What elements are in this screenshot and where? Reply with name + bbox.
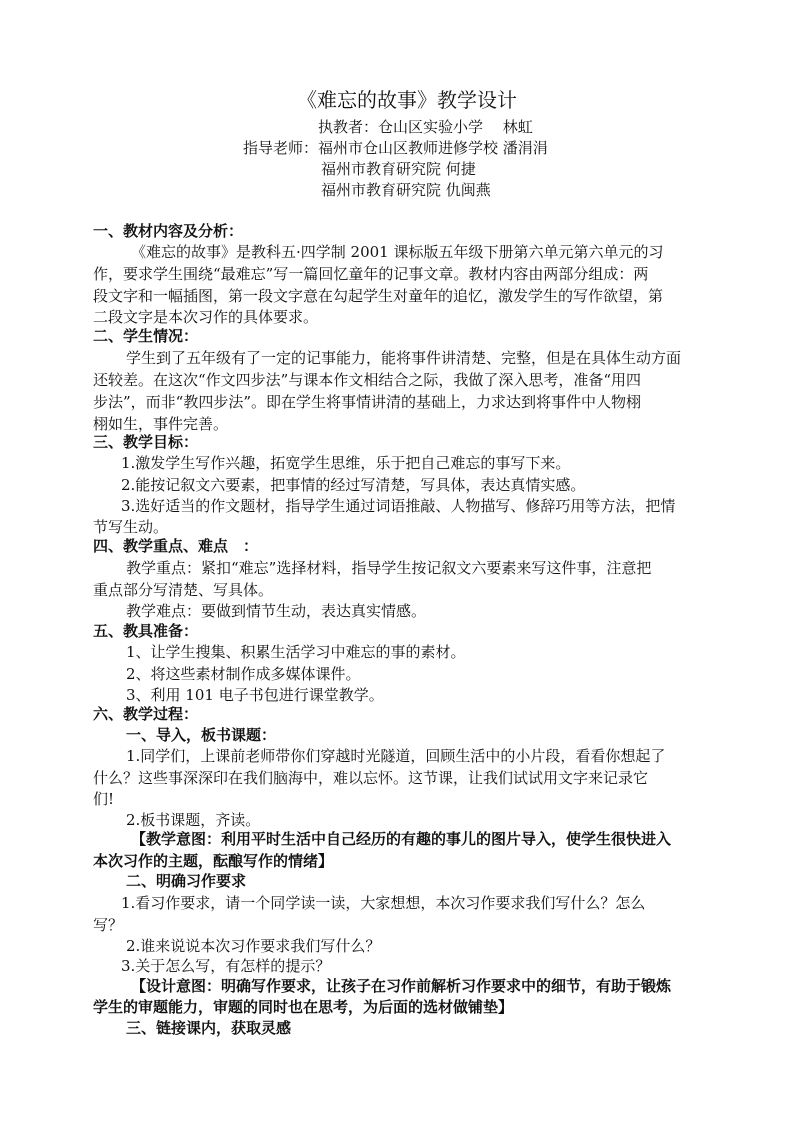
document-title: 《难忘的故事》教学设计 bbox=[297, 88, 517, 112]
list-item: 1、让学生搜集、积累生活学习中难忘的事的素材。 bbox=[126, 643, 466, 661]
paragraph-line: 1.激发学生写作兴趣，拓宽学生思维，乐于把自己难忘的事写下来。 bbox=[121, 454, 571, 472]
design-intent: 学生的审题能力，审题的同时也在思考，为后面的选材做铺垫】 bbox=[93, 998, 514, 1016]
step-heading: 二、明确习作要求 bbox=[126, 872, 247, 890]
paragraph-line: 重点部分写清楚、写具体。 bbox=[93, 581, 274, 599]
list-item: 3、利用 101 电子书包进行课堂教学。 bbox=[126, 686, 384, 704]
paragraph-line: 教学重点：紧扣“难忘”选择材料，指导学生按记叙文六要素来写这件事，注意把 bbox=[126, 559, 652, 577]
paragraph-line: 教学难点：要做到情节生动，表达真实情感。 bbox=[126, 602, 427, 620]
section-heading: 三、教学目标： bbox=[93, 433, 199, 451]
design-intent: 【设计意图：明确写作要求，让孩子在习作前解析习作要求中的细节，有助于锻炼 bbox=[131, 977, 672, 995]
section-heading: 一、教材内容及分析： bbox=[93, 222, 244, 240]
paragraph-line: 2.板书课题，齐读。 bbox=[126, 811, 261, 829]
teaching-intent: 【教学意图：利用平时生活中自己经历的有趣的事儿的图片导入，使学生很快进入 bbox=[131, 830, 672, 848]
paragraph-line: 栩如生，事件完善。 bbox=[93, 415, 229, 433]
paragraph-line: 1.看习作要求，请一个同学读一读，大家想想，本次习作要求我们写什么？怎么 bbox=[121, 894, 646, 912]
teacher-line: 执教者：仓山区实验小学 林虹 bbox=[318, 118, 533, 136]
paragraph-line: 2.能按记叙文六要素，把事情的经过写清楚，写具体，表达真情实感。 bbox=[121, 476, 586, 494]
paragraph-line: 步法”，而非“教四步法”。即在学生将事情讲清的基础上，力求达到将事件中人物栩 bbox=[93, 393, 642, 411]
step-heading: 三、链接课内，获取灵感 bbox=[126, 1019, 292, 1037]
paragraph-line: 段文字和一幅插图，第一段文字意在勾起学生对童年的追忆，激发学生的写作欲望，第 bbox=[93, 287, 664, 305]
advisor-line: 指导老师：福州市仓山区教师进修学校 潘涓涓 bbox=[243, 139, 548, 157]
section-heading: 二、学生情况： bbox=[93, 327, 199, 345]
paragraph-line: 作，要求学生围绕“最难忘”写一篇回忆童年的记事文章。教材内容由两部分组成：两 bbox=[93, 265, 649, 283]
paragraph-line: 《难忘的故事》是教科五·四学制 2001 课标版五年级下册第六单元第六单元的习 bbox=[131, 243, 664, 261]
advisor-line: 福州市教育研究院 仇闽燕 bbox=[321, 181, 491, 199]
paragraph-line: 1.同学们，上课前老师带你们穿越时光隧道，回顾生活中的小片段，看看你想起了 bbox=[126, 747, 666, 765]
section-heading: 四、教学重点、难点 ： bbox=[93, 537, 259, 555]
paragraph-line: 写？ bbox=[93, 916, 124, 934]
section-heading: 五、教具准备： bbox=[93, 622, 199, 640]
paragraph-line: 3.选好适当的作文题材，指导学生通过词语推敲、人物描写、修辞巧用等方法，把情 bbox=[121, 497, 676, 515]
list-item: 2、将这些素材制作成多媒体课件。 bbox=[126, 665, 361, 683]
paragraph-line: 2.谁来说说本次习作要求我们写什么？ bbox=[126, 937, 381, 955]
paragraph-line: 学生到了五年级有了一定的记事能力，能将事件讲清楚、完整，但是在具体生动方面 bbox=[126, 349, 682, 367]
paragraph-line: 们! bbox=[93, 790, 115, 808]
paragraph-line: 3.关于怎么写，有怎样的提示？ bbox=[121, 957, 331, 975]
advisor-line: 福州市教育研究院 何捷 bbox=[321, 160, 476, 178]
paragraph-line: 二段文字是本次习作的具体要求。 bbox=[93, 308, 319, 326]
step-heading: 一、导入，板书课题： bbox=[126, 726, 277, 744]
teaching-intent: 本次习作的主题，酝酿写作的情绪】 bbox=[93, 852, 334, 870]
paragraph-line: 还较差。在这次“作文四步法”与课本作文相结合之际，我做了深入思考，准备“用四 bbox=[93, 371, 642, 389]
paragraph-line: 什么？这些事深深印在我们脑海中，难以忘怀。这节课，让我们试试用文字来记录它 bbox=[93, 769, 649, 787]
section-heading: 六、教学过程： bbox=[93, 705, 199, 723]
paragraph-line: 节写生动。 bbox=[93, 518, 169, 536]
